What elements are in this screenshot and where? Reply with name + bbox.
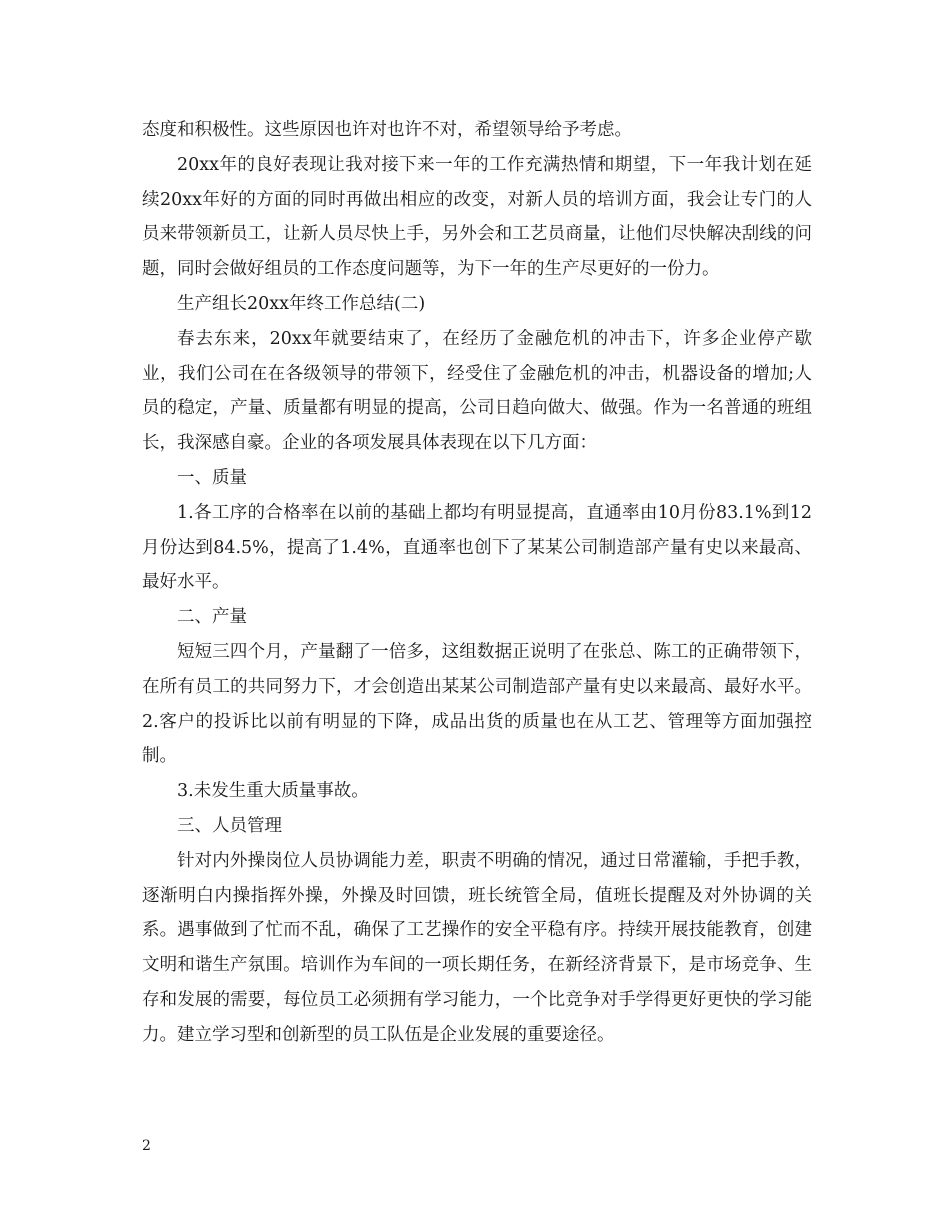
paragraph-plan: 20xx年的良好表现让我对接下来一年的工作充满热情和期望，下一年我计划在延续20xx年好的方面的同时再做出相应的改变，对新人员的培训方面，我会让专门的人员来带领新员工，让新人员尽快上手，另外会和工艺员商量，让他们尽快解决刮线的问题，同时会做好组员的工作态度问题等，为下一年的生产尽更好的一份力。 — [142, 154, 812, 280]
heading-personnel: 三、人员管理 — [177, 815, 282, 836]
paragraph-no-accident: 3.未发生重大质量事故。 — [177, 781, 369, 802]
paragraph-quality: 1.各工序的合格率在以前的基础上都均有明显提高，直通率由10月份83.1%到12月份达到84.5%，提高了1.4%，直通率也创下了某某公司制造部产量有史以来最高、最好水平。 — [142, 502, 812, 593]
heading-output: 二、产量 — [177, 607, 247, 628]
section-title: 生产组长20xx年终工作总结(二) — [177, 293, 426, 314]
page-number: 2 — [142, 1138, 151, 1154]
document-body — [142, 113, 812, 1053]
paragraph-intro: 春去东来，20xx年就要结束了，在经历了金融危机的冲击下，许多企业停产歇业，我们公司在在各级领导的带领下，经受住了金融危机的冲击，机器设备的增加;人员的稳定，产量、质量都有明显的提高，公司日趋向做大、做强。作为一名普通的班组长，我深感自豪。企业的各项发展具体表现在以下几方面： — [142, 328, 812, 454]
heading-quality: 一、质量 — [177, 467, 247, 488]
paragraph-personnel: 针对内外操岗位人员协调能力差，职责不明确的情况，通过日常灌输，手把手教，逐渐明白内操指挥外操，外操及时回馈，班长统管全局，值班长提醒及对外协调的关系。遇事做到了忙而不乱，确保了工艺操作的安全平稳有序。持续开展技能教育，创建文明和谐生产氛围。培训作为车间的一项长期任务，在新经济背景下，是市场竞争、生存和发展的需要，每位员工必须拥有学习能力，一个比竞争对手学得更好更快的学习能力。建立学习型和创新型的员工队伍是企业发展的重要途径。 — [142, 850, 812, 1045]
paragraph-output: 短短三四个月，产量翻了一倍多，这组数据正说明了在张总、陈工的正确带领下，在所有员工的共同努力下，才会创造出某某公司制造部产量有史以来最高、最好水平。2.客户的投诉比以前有明显的下降，成品出货的质量也在从工艺、管理等方面加强控制。 — [142, 641, 812, 767]
paragraph-continuation: 态度和积极性。这些原因也许对也许不对，希望领导给予考虑。 — [142, 120, 632, 140]
